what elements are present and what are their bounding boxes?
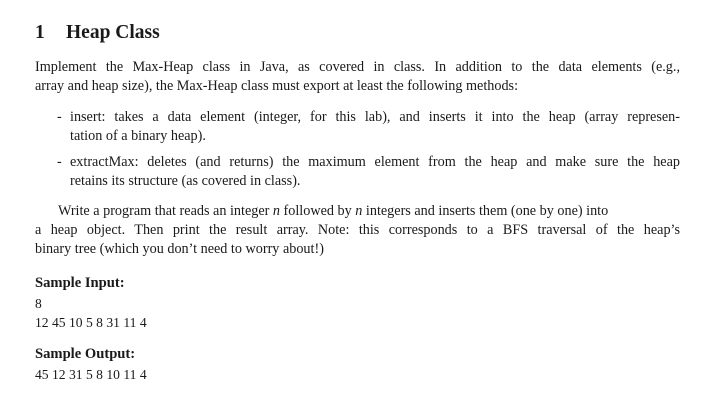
- variable-n: n: [355, 203, 363, 219]
- section-heading: [35, 21, 160, 45]
- program-line-3: binary tree (which you don’t need to worry about!): [35, 241, 324, 257]
- method-insert-line-1: insert: takes a data element (integer, for this lab), and inserts it into the heap (array represen-: [70, 109, 680, 125]
- sample-input-line-2: 12 45 10 5 8 31 11 4: [35, 315, 147, 330]
- method-extractmax-line-1: extractMax: deletes (and returns) the maximum element from the heap and make sure the heap: [70, 154, 680, 170]
- program-line-1-part-a: Write a program that reads an integer: [58, 203, 273, 219]
- sample-output-line-1: 45 12 31 5 8 10 11 4: [35, 367, 147, 382]
- section-title: Heap Class: [66, 22, 160, 43]
- intro-paragraph: [35, 58, 680, 96]
- variable-n: n: [272, 203, 280, 219]
- program-line-2: a heap object. Then print the result array. Note: this corresponds to a BFS traversal of the heap’s: [35, 222, 680, 238]
- section-number: 1: [35, 22, 45, 43]
- sample-output-heading: Sample Output:: [35, 346, 136, 362]
- bullet-dash: -: [57, 109, 62, 125]
- program-line-1: [35, 202, 680, 221]
- intro-line-2: array and heap size), the Max-Heap class must export at least the following methods:: [35, 78, 519, 94]
- bullet-dash: -: [57, 154, 62, 170]
- method-extractmax-line-2: retains its structure (as covered in class).: [70, 173, 301, 189]
- program-paragraph: [35, 202, 680, 259]
- method-insert-line-2: tation of a binary heap).: [70, 128, 206, 144]
- sample-input-line-1: 8: [35, 296, 42, 311]
- sample-input-heading: Sample Input:: [35, 275, 125, 291]
- program-line-1-part-c: integers and inserts them (one by one) into: [362, 203, 609, 219]
- program-line-1-part-b: followed by: [280, 203, 356, 219]
- intro-line-1: Implement the Max-Heap class in Java, as covered in class. In addition to the data elements (e.g.,: [35, 59, 680, 75]
